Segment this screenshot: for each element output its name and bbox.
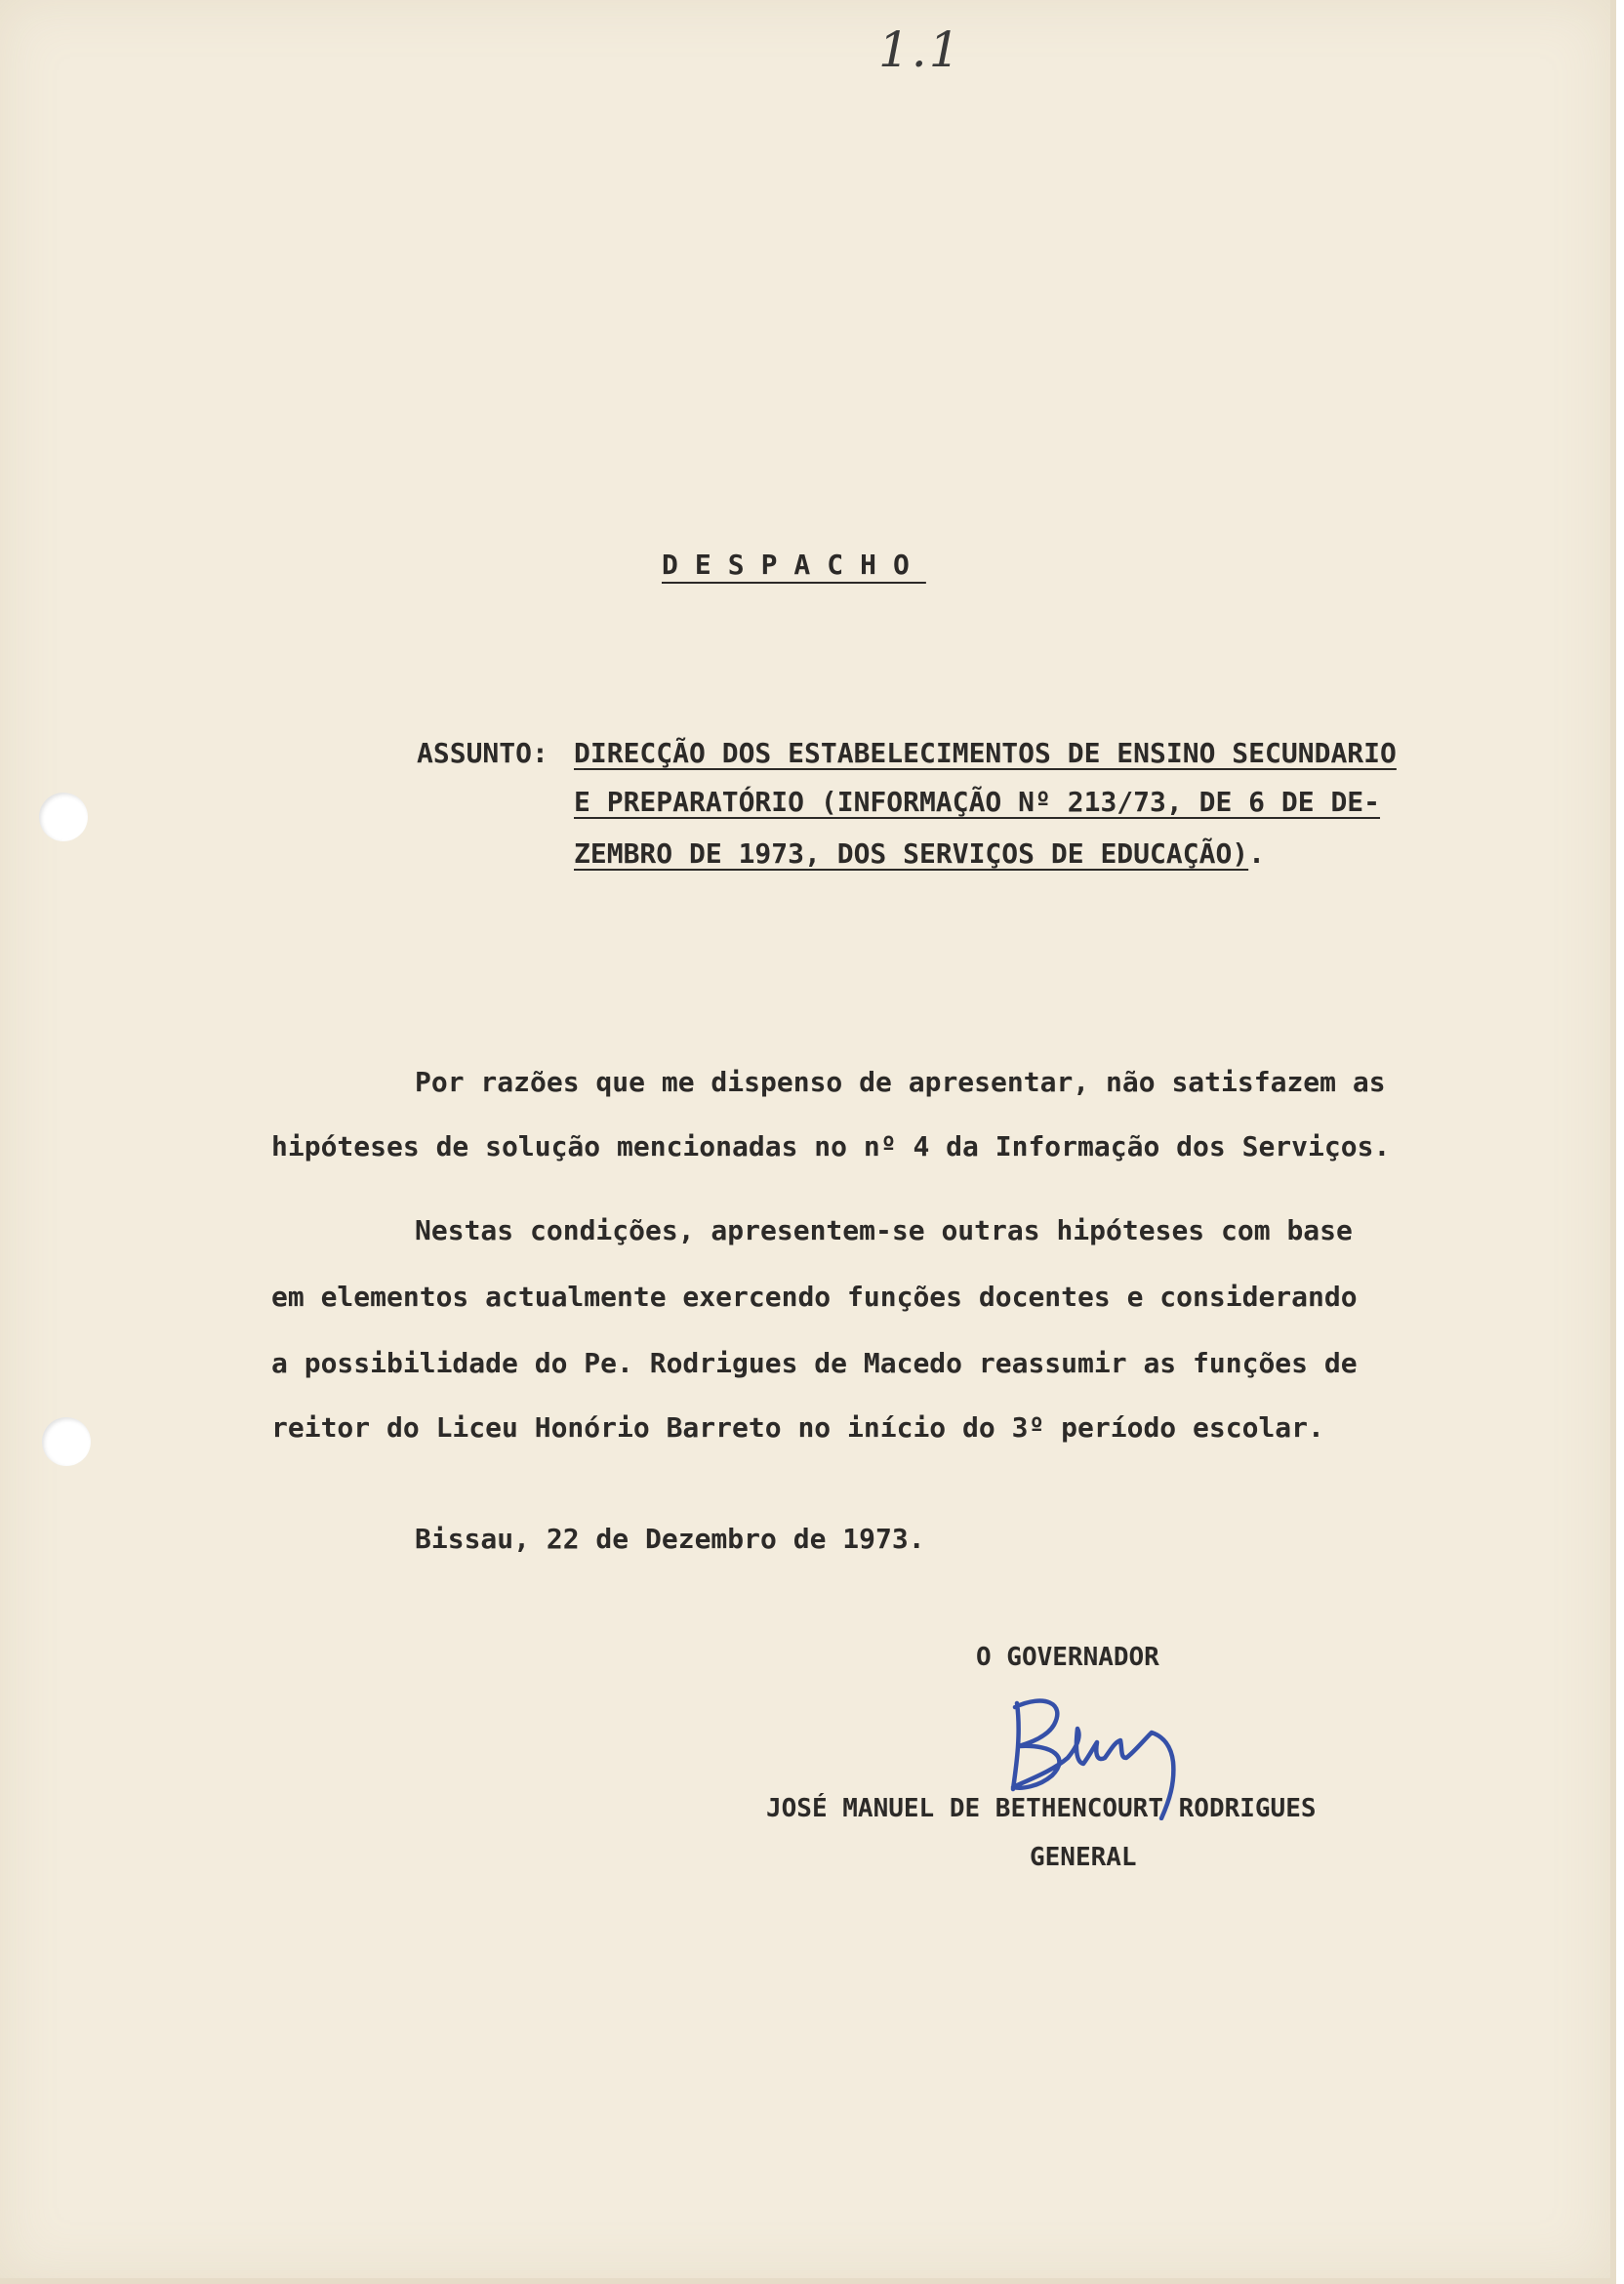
signatory-role: O GOVERNADOR bbox=[976, 1643, 1159, 1672]
punch-hole-bottom bbox=[42, 1417, 91, 1466]
paragraph-2-line-4: reitor do Liceu Honório Barreto no início do 3º período escolar. bbox=[271, 1411, 1324, 1444]
paragraph-1-line-2: hipóteses de solução mencionadas no nº 4 da Informação dos Serviços. bbox=[271, 1130, 1391, 1162]
punch-hole-top bbox=[39, 793, 88, 841]
signatory-rank: GENERAL bbox=[1030, 1843, 1137, 1872]
subject-line-2-text: E PREPARATÓRIO (INFORMAÇÃO Nº 213/73, DE 6 DE DE- bbox=[574, 786, 1381, 818]
subject-line-3-text: ZEMBRO DE 1973, DOS SERVIÇOS DE EDUCAÇÃO) bbox=[574, 837, 1249, 870]
paragraph-1-line-1: Por razões que me dispenso de apresentar, não satisfazem as bbox=[415, 1066, 1386, 1098]
paragraph-2-line-2: em elementos actualmente exercendo funções docentes e considerando bbox=[271, 1281, 1358, 1313]
subject-line-3 bbox=[574, 837, 1265, 870]
page-number-handwritten: 1.1 bbox=[878, 21, 962, 78]
paragraph-2-line-1: Nestas condições, apresentem-se outras hipóteses com base bbox=[415, 1214, 1353, 1246]
paragraph-2-line-3: a possibilidade do Pe. Rodrigues de Macedo reassumir as funções de bbox=[271, 1347, 1358, 1379]
subject-line-1 bbox=[574, 737, 1397, 769]
subject-line-3-end: . bbox=[1248, 837, 1266, 870]
document-date: Bissau, 22 de Dezembro de 1973. bbox=[415, 1523, 925, 1555]
signatory-name: JOSÉ MANUEL DE BETHENCOURT RODRIGUES bbox=[766, 1794, 1317, 1823]
subject-line-1-text: DIRECÇÃO DOS ESTABELECIMENTOS DE ENSINO SECUNDARIO bbox=[574, 737, 1397, 769]
subject-line-2 bbox=[574, 786, 1380, 818]
document-title: DESPACHO bbox=[662, 549, 926, 581]
subject-label: ASSUNTO: bbox=[417, 737, 548, 769]
